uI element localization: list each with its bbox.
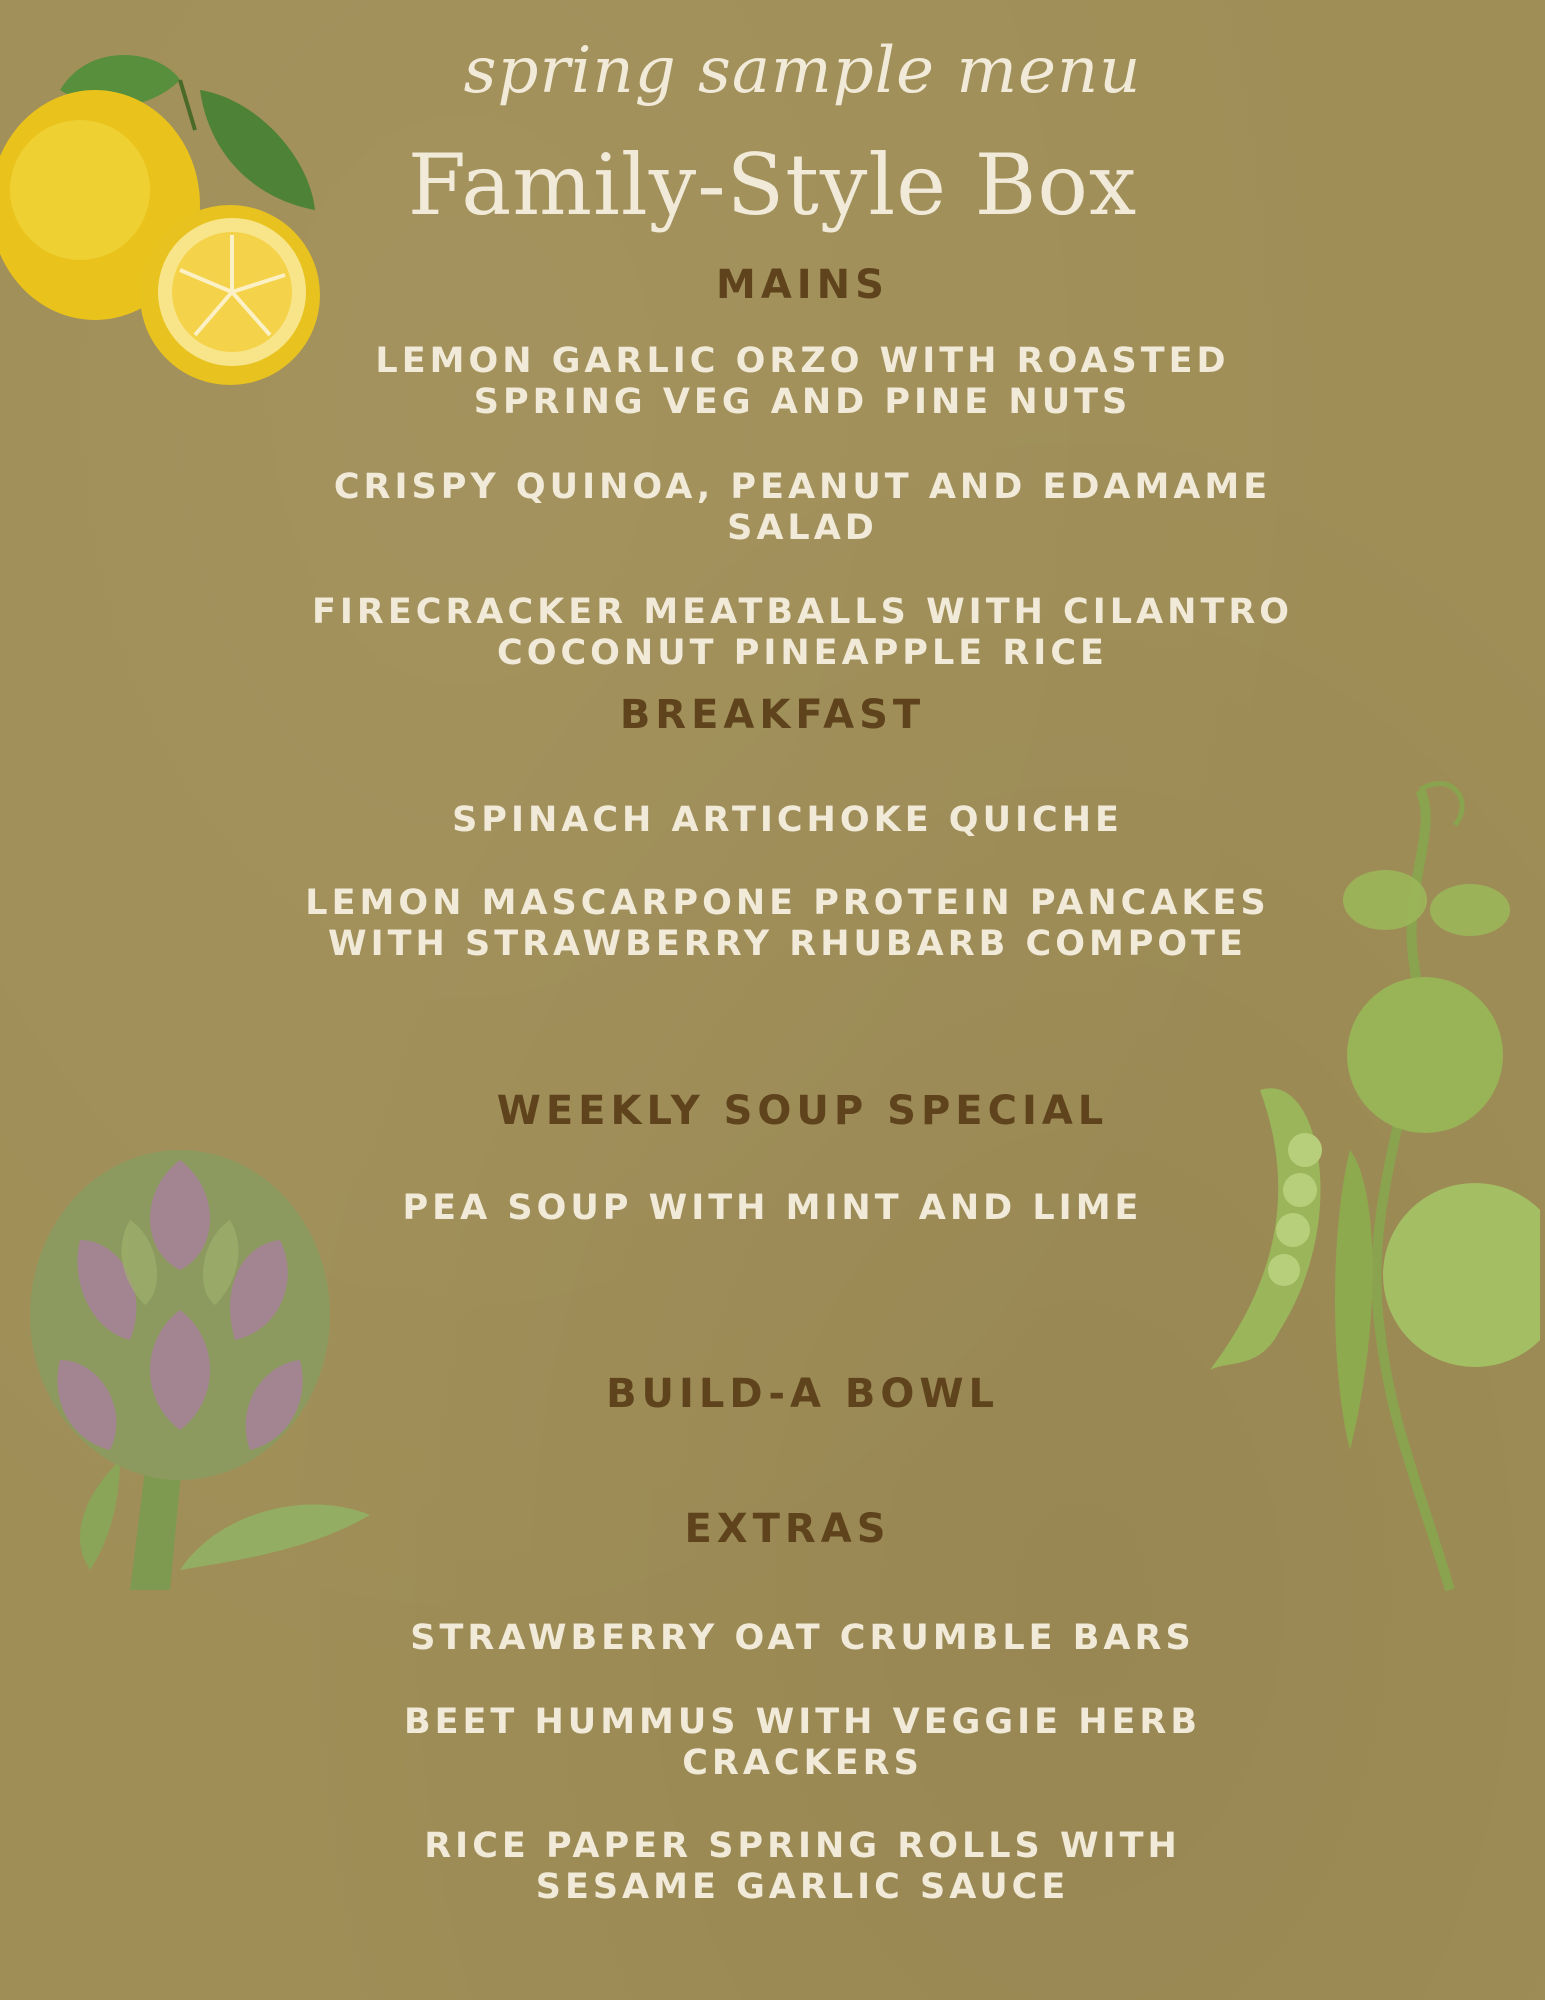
menu-item: PEA SOUP WITH MINT AND LIME: [402, 1188, 1143, 1228]
menu-item: FIRECRACKER MEATBALLS WITH CILANTRO COCONUT PINEAPPLE RICE: [311, 592, 1294, 673]
section-heading-breakfast: BREAKFAST: [619, 692, 926, 738]
section-heading-mains: MAINS: [716, 262, 889, 308]
menu-item: STRAWBERRY OAT CRUMBLE BARS: [410, 1618, 1195, 1658]
menu-item: LEMON GARLIC ORZO WITH ROASTED SPRING VEG AND PINE NUTS: [375, 341, 1230, 422]
menu-item: RICE PAPER SPRING ROLLS WITH SESAME GARLIC SAUCE: [424, 1826, 1181, 1907]
section-heading-extras: EXTRAS: [684, 1506, 891, 1552]
menu-item: SPINACH ARTICHOKE QUICHE: [452, 800, 1123, 840]
section-heading-soup: WEEKLY SOUP SPECIAL: [496, 1088, 1109, 1134]
menu-item: CRISPY QUINOA, PEANUT AND EDAMAME SALAD: [333, 467, 1272, 548]
menu-title: Family-Style Box: [407, 136, 1138, 234]
menu-subtitle: spring sample menu: [463, 34, 1142, 108]
menu-item: LEMON MASCARPONE PROTEIN PANCAKES WITH STRAWBERRY RHUBARB COMPOTE: [305, 883, 1270, 964]
section-heading-build-a-bowl: BUILD-A BOWL: [606, 1371, 999, 1417]
menu-item: BEET HUMMUS WITH VEGGIE HERB CRACKERS: [403, 1702, 1202, 1783]
